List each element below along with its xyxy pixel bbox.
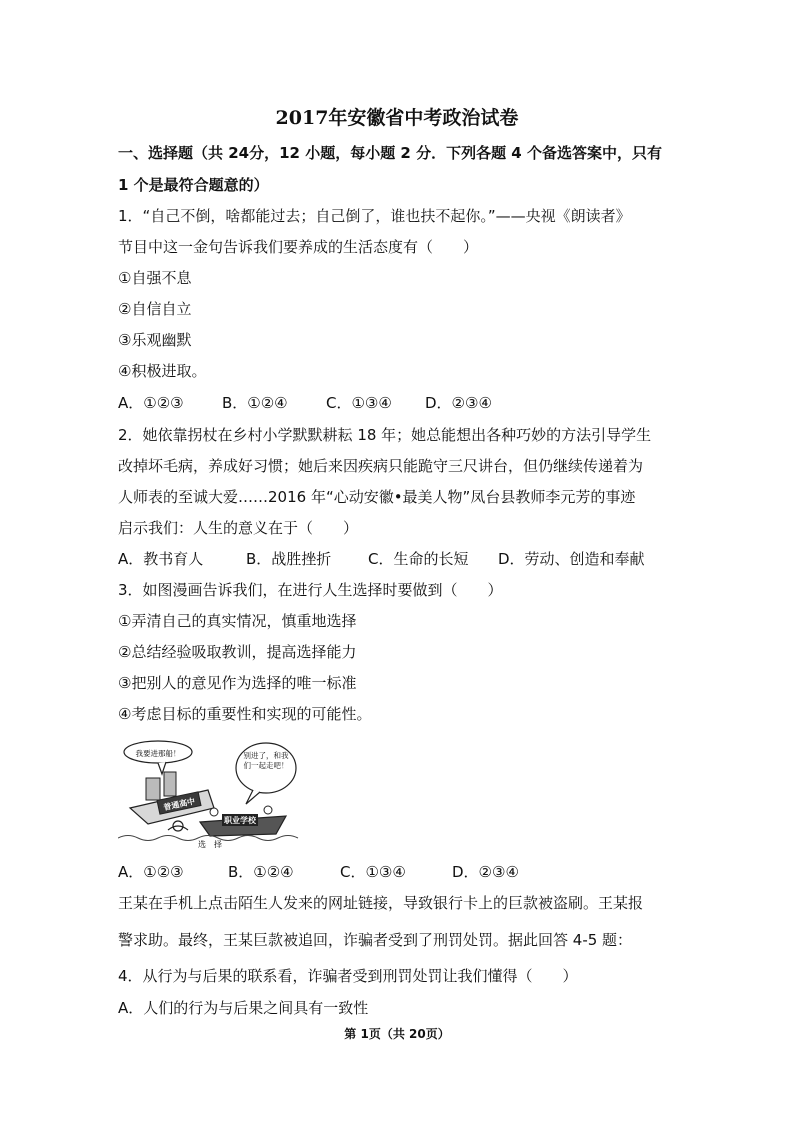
q4-text-line1: 4．从行为与后果的联系看，诈骗者受到刑罚处罚让我们懂得（ ） (118, 967, 578, 985)
q1-option-c: C．①③④ (326, 394, 392, 412)
q3-options (118, 862, 519, 882)
q1-text-line2: 节目中这一金句告诉我们要养成的生活态度有（ ） (118, 238, 479, 256)
q3-option-b: B．①②④ (228, 863, 294, 881)
cartoon-caption: 选 择 (198, 840, 222, 848)
q2-text-line2: 改掉坏毛病，养成好习惯；她后来因疾病只能跪守三尺讲台，但仍继续传递着为 (118, 457, 644, 475)
q1-option-a: A．①②③ (118, 394, 184, 412)
q2-option-a: A．教书育人 (118, 550, 204, 568)
cartoon-ship-label: 普通高中 (162, 796, 196, 813)
q3-text-line1: 3．如图漫画告诉我们，在进行人生选择时要做到（ ） (118, 581, 503, 599)
q4-option-a: A．人们的行为与后果之间具有一致性 (118, 999, 369, 1017)
section-heading-line1: 一、选择题（共 24分，12 小题，每小题 2 分．下列各题 4 个备选答案中，只有 (118, 144, 662, 162)
q1-item-3: ③乐观幽默 (118, 331, 192, 349)
q1-item-2: ②自信自立 (118, 300, 192, 318)
q3-option-c: C．①③④ (340, 863, 406, 881)
q3-option-d: D．②③④ (452, 863, 519, 881)
cartoon-bubble-left: 我要进那船！ (135, 749, 181, 758)
q2-text-line3: 人师表的至诚大爱……2016 年“心动安徽•最美人物”凤台县教师李元芳的事迹 (118, 488, 636, 506)
section-heading-line2: 1 个是最符合题意的） (118, 176, 269, 194)
q2-options (118, 549, 645, 569)
q3-option-a: A．①②③ (118, 863, 184, 881)
passage-line1: 王某在手机上点击陌生人发来的网址链接，导致银行卡上的巨款被盗刷。王某报 (118, 894, 644, 912)
q1-option-b: B．①②④ (222, 394, 288, 412)
q3-item-3: ③把别人的意见作为选择的唯一标准 (118, 674, 357, 692)
q1-item-4: ④积极进取。 (118, 362, 207, 380)
q1-text-line1: 1．“自己不倒，啥都能过去；自己倒了，谁也扶不起你。”——央视《朗读者》 (118, 207, 631, 225)
q1-options (118, 393, 492, 413)
q2-text-line4: 启示我们：人生的意义在于（ ） (118, 519, 359, 537)
cartoon-bubble-right: 别进了，和我们一起走吧！ (243, 751, 289, 770)
q3-item-4: ④考虑目标的重要性和实现的可能性。 (118, 705, 372, 723)
q1-option-d: D．②③④ (425, 394, 492, 412)
q2-option-c: C．生命的长短 (368, 550, 469, 568)
choice-cartoon (118, 738, 308, 848)
q3-item-1: ①弄清自己的真实情况，慎重地选择 (118, 612, 357, 630)
q2-option-d: D．劳动、创造和奉献 (498, 550, 645, 568)
passage-line2: 警求助。最终，王某巨款被追回，诈骗者受到了刑罚处罚。据此回答 4-5 题： (118, 931, 633, 949)
cartoon-boat-label: 职业学校 (224, 816, 256, 825)
q2-option-b: B．战胜挫折 (246, 550, 332, 568)
page-footer: 第 1页（共 20页） (344, 1027, 450, 1041)
q1-item-1: ①自强不息 (118, 269, 192, 287)
page-title: 2017年安徽省中考政治试卷 (275, 107, 519, 129)
q3-item-2: ②总结经验吸取教训，提高选择能力 (118, 643, 357, 661)
q2-text-line1: 2．她依靠拐杖在乡村小学默默耕耘 18 年；她总能想出各种巧妙的方法引导学生 (118, 426, 652, 444)
